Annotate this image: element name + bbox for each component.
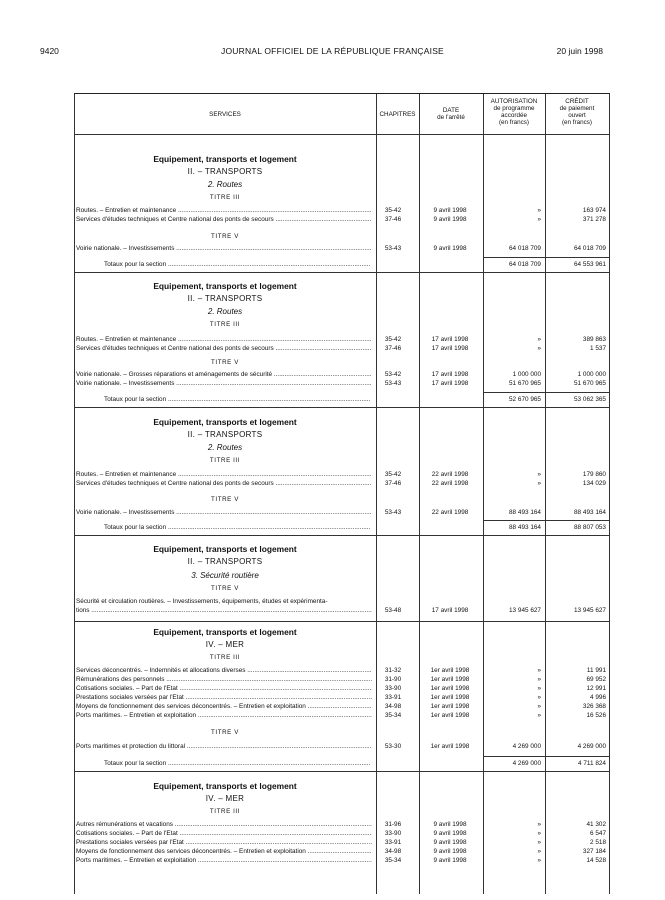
row-date: 1er avril 1998 — [430, 667, 470, 674]
section-rule — [74, 621, 610, 622]
row-label: Voirie nationale. – Investissements ..... — [76, 379, 372, 389]
row-date: 1er avril 1998 — [430, 743, 470, 750]
subtotal-rule — [483, 756, 609, 757]
program-heading: IV. – MER — [205, 640, 245, 649]
titre-heading: TITRE III — [209, 194, 241, 201]
subprogram-heading: 2. Routes — [207, 180, 243, 189]
column-header-date: DATE de l'arrêté — [437, 107, 465, 121]
row-label: Routes. – Entretien et maintenance ..... — [76, 470, 372, 480]
row-autorisation: » — [537, 694, 541, 701]
row-credit: 1 537 — [590, 345, 606, 352]
total-label: Totaux pour la section ..... — [104, 522, 370, 533]
row-chapitre: 37-46 — [384, 345, 402, 352]
row-autorisation: » — [537, 830, 541, 837]
table-row — [74, 479, 610, 489]
column-header-services: SERVICES — [209, 111, 241, 118]
titre-heading: TITRE V — [211, 585, 239, 592]
subprogram-heading: 2. Routes — [207, 443, 243, 452]
row-credit: 64 018 709 — [574, 245, 606, 252]
row-chapitre: 35-34 — [384, 712, 402, 719]
row-date: 9 avril 1998 — [433, 207, 467, 214]
ministry-heading: Equipement, transports et logement — [153, 627, 297, 637]
row-autorisation: » — [537, 676, 541, 683]
subprogram-heading: 2. Routes — [207, 307, 243, 316]
row-date: 9 avril 1998 — [433, 848, 467, 855]
row-chapitre: 34-98 — [384, 703, 402, 710]
row-credit: 179 860 — [582, 471, 606, 478]
row-chapitre: 33-90 — [384, 685, 402, 692]
total-autorisation: 64 018 709 — [509, 261, 541, 268]
row-date: 22 avril 1998 — [431, 471, 469, 478]
column-header-chapitres: CHAPITRES — [379, 111, 416, 118]
program-heading: II. – TRANSPORTS — [187, 430, 263, 439]
row-label: Moyens de fonctionnement des services déconcentrés. – Entretien et exploitation ..... — [76, 702, 372, 712]
row-date: 1er avril 1998 — [430, 685, 470, 692]
row-chapitre: 53-42 — [384, 371, 402, 378]
row-autorisation: » — [537, 685, 541, 692]
ministry-heading: Equipement, transports et logement — [153, 281, 297, 291]
row-chapitre: 35-42 — [384, 471, 402, 478]
total-credit: 88 807 053 — [574, 524, 606, 531]
row-date: 9 avril 1998 — [433, 245, 467, 252]
row-date: 22 avril 1998 — [431, 509, 469, 516]
row-label: Ports maritimes. – Entretien et exploitation ..... — [76, 711, 372, 721]
row-autorisation: » — [537, 703, 541, 710]
row-label: Voirie nationale. – Grosses réparations et aménagements de sécurité ..... — [76, 370, 372, 380]
row-autorisation: 51 670 965 — [509, 380, 541, 387]
ministry-heading: Equipement, transports et logement — [153, 544, 297, 554]
row-autorisation: 13 945 627 — [509, 607, 541, 614]
row-autorisation: » — [537, 345, 541, 352]
ministry-heading: Equipement, transports et logement — [153, 417, 297, 427]
header-separator — [74, 134, 610, 135]
row-label: Ports maritimes. – Entretien et exploitation ..... — [76, 856, 372, 866]
row-autorisation: » — [537, 207, 541, 214]
row-credit: 1 000 000 — [577, 371, 606, 378]
row-chapitre: 34-98 — [384, 848, 402, 855]
row-chapitre: 33-90 — [384, 830, 402, 837]
row-date: 1er avril 1998 — [430, 712, 470, 719]
row-chapitre: 33-91 — [384, 694, 402, 701]
row-label: Voirie nationale. – Investissements ..... — [76, 508, 372, 518]
row-credit: 16 526 — [586, 712, 606, 719]
section-total-row — [74, 522, 610, 533]
ministry-heading: Equipement, transports et logement — [153, 781, 297, 791]
row-autorisation: » — [537, 336, 541, 343]
row-label: Cotisations sociales. – Part de l'Etat ..... — [76, 829, 372, 839]
row-label: Routes. – Entretien et maintenance ..... — [76, 335, 372, 345]
row-credit: 4 269 000 — [577, 743, 606, 750]
row-date: 1er avril 1998 — [430, 703, 470, 710]
row-date: 17 avril 1998 — [431, 336, 469, 343]
row-chapitre: 53-43 — [384, 380, 402, 387]
row-label: Prestations sociales versées par l'Etat ..... — [76, 838, 372, 848]
row-date: 17 avril 1998 — [431, 345, 469, 352]
total-label: Totaux pour la section ..... — [104, 758, 370, 769]
row-autorisation: 4 269 000 — [512, 743, 541, 750]
row-credit: 327 184 — [582, 848, 606, 855]
row-label: Autres rémunérations et vacations ..... — [76, 820, 372, 830]
page-number: 9420 — [40, 46, 59, 56]
titre-heading: TITRE V — [211, 233, 239, 240]
column-header-autorisation: AUTORISATION de programme accordée (en francs) — [490, 98, 538, 126]
row-label: Services déconcentrés. – Indemnités et allocations diverses ..... — [76, 666, 372, 676]
row-autorisation: 64 018 709 — [509, 245, 541, 252]
row-credit: 2 518 — [590, 839, 606, 846]
row-chapitre: 37-46 — [384, 216, 402, 223]
row-credit: 163 974 — [582, 207, 606, 214]
row-chapitre: 31-96 — [384, 821, 402, 828]
row-label: Prestations sociales versées par l'Etat ..... — [76, 693, 372, 703]
section-rule — [74, 771, 610, 772]
titre-heading: TITRE V — [211, 729, 239, 736]
column-header-credit: CRÉDIT de paiement ouvert (en francs) — [559, 98, 595, 126]
subtotal-rule — [483, 520, 609, 521]
row-chapitre: 31-32 — [384, 667, 402, 674]
titre-heading: TITRE III — [209, 654, 241, 661]
row-date: 1er avril 1998 — [430, 694, 470, 701]
program-heading: II. – TRANSPORTS — [187, 294, 263, 303]
program-heading: II. – TRANSPORTS — [187, 557, 263, 566]
table-row — [74, 508, 610, 518]
table-row — [74, 244, 610, 254]
table-row — [74, 344, 610, 354]
section-total-row — [74, 394, 610, 405]
row-autorisation: » — [537, 821, 541, 828]
table-row — [74, 215, 610, 225]
total-label: Totaux pour la section ..... — [104, 259, 370, 270]
row-credit: 11 991 — [586, 667, 606, 674]
table-row — [74, 742, 610, 752]
row-credit: 41 302 — [586, 821, 606, 828]
row-autorisation: » — [537, 839, 541, 846]
row-date: 1er avril 1998 — [430, 676, 470, 683]
row-autorisation: » — [537, 667, 541, 674]
row-label: Services d'études techniques et Centre national des ponts de secours ..... — [76, 344, 372, 354]
row-chapitre: 53-48 — [384, 607, 402, 614]
row-credit: 12 991 — [586, 685, 606, 692]
total-credit: 53 062 365 — [574, 396, 606, 403]
row-autorisation: » — [537, 480, 541, 487]
table-row — [74, 379, 610, 389]
ministry-heading: Equipement, transports et logement — [153, 154, 297, 164]
row-date: 17 avril 1998 — [431, 607, 469, 614]
row-chapitre: 35-42 — [384, 207, 402, 214]
row-date: 9 avril 1998 — [433, 830, 467, 837]
row-date: 9 avril 1998 — [433, 839, 467, 846]
issue-date: 20 juin 1998 — [556, 46, 603, 56]
row-chapitre: 37-46 — [384, 480, 402, 487]
section-total-row — [74, 259, 610, 270]
subtotal-rule — [483, 257, 609, 258]
row-chapitre: 53-30 — [384, 743, 402, 750]
subtotal-rule — [483, 392, 609, 393]
total-label: Totaux pour la section ..... — [104, 394, 370, 405]
subprogram-heading: 3. Sécurité routière — [191, 571, 259, 580]
row-chapitre: 33-91 — [384, 839, 402, 846]
row-label: Services d'études techniques et Centre national des ponts de secours ..... — [76, 215, 372, 225]
row-chapitre: 35-42 — [384, 336, 402, 343]
titre-heading: TITRE III — [209, 457, 241, 464]
row-autorisation: » — [537, 857, 541, 864]
section-total-row — [74, 758, 610, 769]
titre-heading: TITRE V — [211, 496, 239, 503]
row-chapitre: 53-43 — [384, 245, 402, 252]
titre-heading: TITRE V — [211, 359, 239, 366]
program-heading: II. – TRANSPORTS — [187, 167, 263, 176]
row-chapitre: 31-90 — [384, 676, 402, 683]
row-autorisation: » — [537, 471, 541, 478]
row-date: 17 avril 1998 — [431, 371, 469, 378]
titre-heading: TITRE III — [209, 808, 241, 815]
section-rule — [74, 407, 610, 408]
table-row — [74, 856, 610, 866]
row-credit: 51 670 965 — [574, 380, 606, 387]
total-credit: 64 553 961 — [574, 261, 606, 268]
section-rule — [74, 535, 610, 536]
row-credit: 389 863 — [582, 336, 606, 343]
program-heading: IV. – MER — [205, 794, 245, 803]
section-rule — [74, 272, 610, 273]
row-date: 22 avril 1998 — [431, 480, 469, 487]
row-label: Sécurité et circulation routières. – Investissements, équipements, études et expérimenta- — [76, 598, 328, 605]
row-credit: 6 547 — [590, 830, 606, 837]
row-credit: 14 528 — [586, 857, 606, 864]
row-date: 9 avril 1998 — [433, 821, 467, 828]
row-date: 9 avril 1998 — [433, 857, 467, 864]
row-autorisation: » — [537, 216, 541, 223]
row-credit: 13 945 627 — [574, 607, 606, 614]
row-label: Routes. – Entretien et maintenance ..... — [76, 206, 372, 216]
appropriations-table — [74, 93, 610, 894]
row-date: 9 avril 1998 — [433, 216, 467, 223]
row-label-continued: tions ..... — [76, 606, 372, 616]
row-chapitre: 35-34 — [384, 857, 402, 864]
row-chapitre: 53-43 — [384, 509, 402, 516]
table-row — [74, 711, 610, 721]
row-credit: 69 952 — [586, 676, 606, 683]
table-row — [74, 606, 610, 616]
row-label: Cotisations sociales. – Part de l'Etat ..... — [76, 684, 372, 694]
titre-heading: TITRE III — [209, 321, 241, 328]
journal-title: JOURNAL OFFICIEL DE LA RÉPUBLIQUE FRANÇAISE — [221, 46, 444, 56]
row-label: Voirie nationale. – Investissements ..... — [76, 244, 372, 254]
total-credit: 4 711 824 — [578, 760, 606, 767]
row-date: 17 avril 1998 — [431, 380, 469, 387]
row-credit: 326 368 — [582, 703, 606, 710]
row-credit: 88 493 164 — [574, 509, 606, 516]
row-autorisation: 1 000 000 — [512, 371, 541, 378]
row-label: Moyens de fonctionnement des services déconcentrés. – Entretien et exploitation ..... — [76, 847, 372, 857]
row-credit: 134 029 — [582, 480, 606, 487]
total-autorisation: 88 493 164 — [509, 524, 541, 531]
row-credit: 4 996 — [590, 694, 606, 701]
row-autorisation: » — [537, 848, 541, 855]
row-autorisation: » — [537, 712, 541, 719]
total-autorisation: 4 269 000 — [512, 760, 541, 767]
row-label: Services d'études techniques et Centre national des ponts de secours ..... — [76, 479, 372, 489]
row-label: Rémunérations des personnels ..... — [76, 675, 372, 685]
total-autorisation: 52 670 965 — [509, 396, 541, 403]
row-autorisation: 88 493 164 — [509, 509, 541, 516]
row-label: Ports maritimes et protection du littoral ..... — [76, 742, 372, 752]
row-credit: 371 278 — [582, 216, 606, 223]
